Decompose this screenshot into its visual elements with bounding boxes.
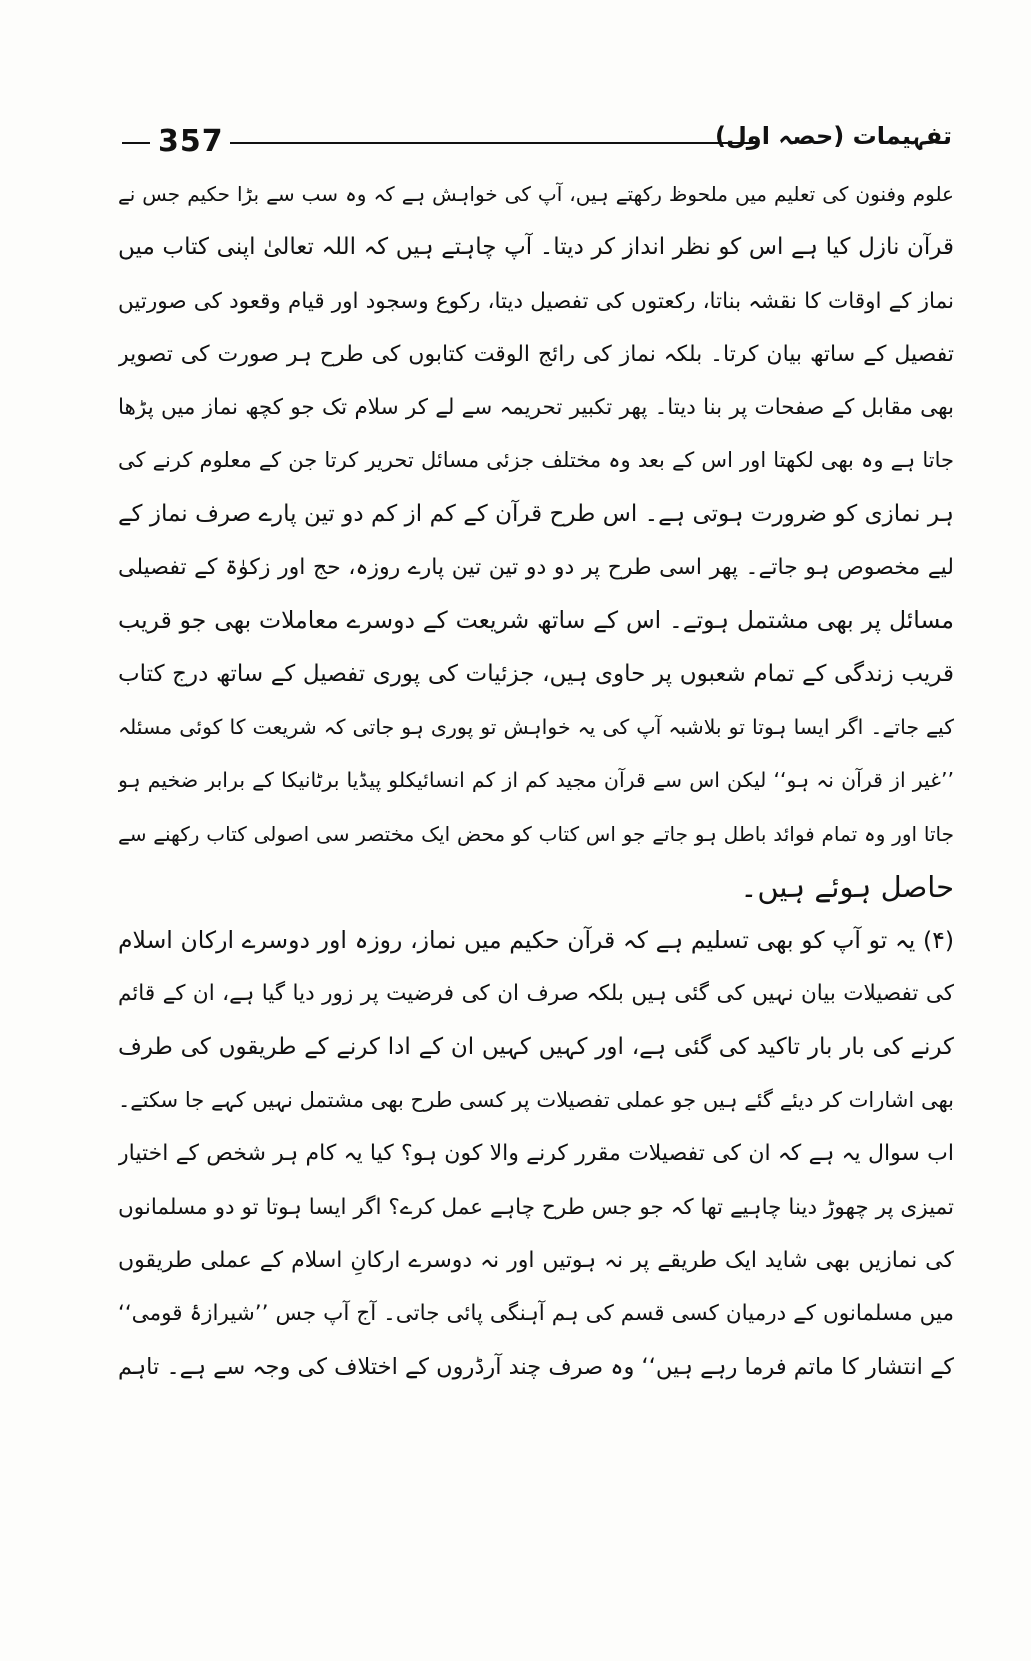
text-line: تمیزی پر چھوڑ دینا چاہیے تھا کہ جو جس طرح چاہے عمل کرے؟ اگر ایسا ہوتا تو دو مسلمانوں bbox=[118, 1194, 954, 1220]
text-line: بھی اشارات کر دیئے گئے ہیں جو عملی تفصیلات پر کسی طرح بھی مشتمل نہیں کہے جا سکتے۔ bbox=[118, 1088, 954, 1113]
header-rule bbox=[230, 142, 756, 144]
text-line: قرآن نازل کیا ہے اس کو نظر انداز کر دیتا۔ آپ چاہتے ہیں کہ اللہ تعالیٰ اپنی کتاب میں bbox=[118, 234, 954, 261]
text-line: بھی مقابل کے صفحات پر بنا دیتا۔ پھر تکبیر تحریمہ سے لے کر سلام تک جو کچھ نماز میں پڑھا bbox=[118, 395, 954, 421]
page-number: 357 bbox=[158, 124, 224, 159]
text-line: کیے جاتے۔ اگر ایسا ہوتا تو بلاشبہ آپ کی یہ خواہش تو پوری ہو جاتی کہ شریعت کا کوئی مسئلہ bbox=[118, 714, 954, 739]
text-line: اب سوال یہ ہے کہ ان کی تفصیلات مقرر کرنے والا کون ہو؟ کیا یہ کام ہر شخص کے اختیار bbox=[118, 1141, 954, 1167]
text-line: قریب زندگی کے تمام شعبوں پر حاوی ہیں، جزئیات کی پوری تفصیل کے ساتھ درج کتاب bbox=[118, 660, 954, 687]
text-line: کی نمازیں بھی شاید ایک طریقے پر نہ ہوتیں اور نہ دوسرے ارکانِ اسلام کے عملی طریقوں bbox=[118, 1247, 954, 1273]
book-title: تفہیمات (حصہ اول) bbox=[715, 122, 952, 150]
text-line: تفصیل کے ساتھ بیان کرتا۔ بلکہ نماز کی رائج الوقت کتابوں کی طرح ہر صورت کی تصویر bbox=[118, 341, 954, 367]
text-line: نماز کے اوقات کا نقشہ بناتا، رکعتوں کی تفصیل دیتا، رکوع وسجود اور قیام وقعود کی صورتیں bbox=[118, 288, 954, 314]
text-line: مسائل پر بھی مشتمل ہوتے۔ اس کے ساتھ شریعت کے دوسرے معاملات بھی جو قریب bbox=[118, 606, 954, 635]
body-text bbox=[118, 168, 954, 1394]
text-line: کی تفصیلات بیان نہیں کی گئی ہیں بلکہ صرف ان کی فرضیت پر زور دیا گیا ہے، ان کے قائم bbox=[118, 981, 954, 1007]
text-line: جاتا اور وہ تمام فوائد باطل ہو جاتے جو اس کتاب کو محض ایک مختصر سی اصولی کتاب رکھنے سے bbox=[118, 821, 954, 846]
text-line: علوم وفنون کی تعلیم میں ملحوظ رکھتے ہیں، آپ کی خواہش ہے کہ وہ سب سے بڑا حکیم جس نے bbox=[118, 182, 954, 206]
text-line: ’’غیر از قرآن نہ ہو‘‘ لیکن اس سے قرآن مجید کم از کم انسائیکلو پیڈیا برٹانیکا کے برابر ضخیم ہو bbox=[118, 768, 954, 793]
text-line: حاصل ہوئے ہیں۔ bbox=[740, 869, 954, 904]
text-line: (۴) یہ تو آپ کو بھی تسلیم ہے کہ قرآن حکیم میں نماز، روزہ اور دوسرے ارکان اسلام bbox=[118, 926, 954, 955]
text-line: میں مسلمانوں کے درمیان کسی قسم کی ہم آہنگی پائی جاتی۔ آج آپ جس ’’شیرازۂ قومی‘‘ bbox=[118, 1301, 954, 1327]
text-line: جاتا ہے وہ بھی لکھتا اور اس کے بعد وہ مختلف جزئی مسائل تحریر کرتا جن کے معلوم کرنے کی bbox=[118, 448, 954, 473]
text-line: لیے مخصوص ہو جاتے۔ پھر اسی طرح پر دو دو تین تین پارے روزہ، حج اور زکوٰۃ کے تفصیلی bbox=[118, 555, 954, 581]
running-header bbox=[122, 118, 952, 168]
text-line: کرنے کی بار بار تاکید کی گئی ہے، اور کہیں کہیں ان کے ادا کرنے کے طریقوں کی طرف bbox=[118, 1033, 954, 1060]
text-line: کے انتشار کا ماتم فرما رہے ہیں‘‘ وہ صرف چند آرڈروں کے اختلاف کی وجہ سے ہے۔ تاہم bbox=[118, 1353, 954, 1380]
text-line: ہر نمازی کو ضرورت ہوتی ہے۔ اس طرح قرآن کے کم از کم دو تین پارے صرف نماز کے bbox=[118, 500, 954, 527]
header-dash bbox=[122, 142, 150, 144]
